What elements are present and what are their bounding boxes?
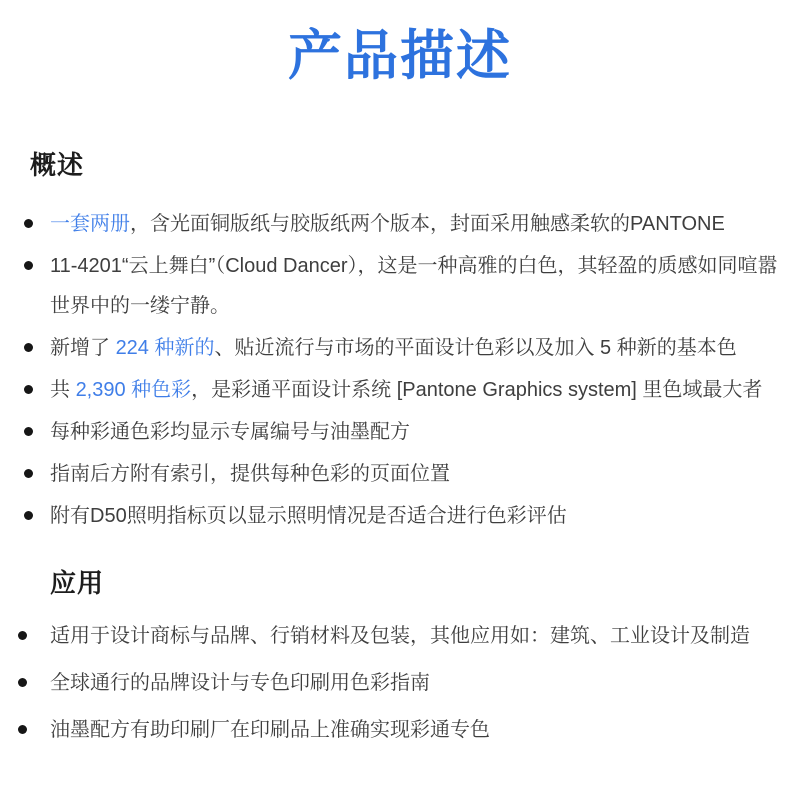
list-item-text <box>50 255 778 317</box>
list-item-text <box>50 421 410 443</box>
applications-bullet-list <box>0 616 800 750</box>
page-title: 产品描述 <box>288 26 512 86</box>
text-segment: 新增了 <box>50 337 116 359</box>
bullet-icon <box>18 678 27 687</box>
text-segment: 油墨配方有助印刷厂在印刷品上准确实现彩通专色 <box>50 719 490 741</box>
bullet-icon <box>18 631 27 640</box>
overview-bullet-list <box>0 204 800 536</box>
bullet-icon <box>24 343 33 352</box>
text-segment: ，是彩通平面设计系统 [Pantone Graphics system] 里色域最大者 <box>191 379 763 401</box>
list-item <box>0 454 800 494</box>
list-item <box>0 710 800 750</box>
text-segment: 指南后方附有索引，提供每种色彩的页面位置 <box>50 463 450 485</box>
list-item <box>0 246 800 326</box>
bullet-icon <box>18 725 27 734</box>
applications-heading: 应用 <box>50 568 105 598</box>
bullet-icon <box>24 469 33 478</box>
list-item-text <box>50 213 725 235</box>
bullet-icon <box>24 427 33 436</box>
overview-heading: 概述 <box>30 150 85 180</box>
list-item-text <box>50 337 737 359</box>
list-item <box>0 496 800 536</box>
text-segment: 附有D50照明指标页以显示照明情况是否适合进行色彩评估 <box>50 505 567 527</box>
text-segment: 全球通行的品牌设计与专色印刷用色彩指南 <box>50 672 430 694</box>
highlighted-text: 224 种新的 <box>115 337 215 359</box>
product-description-page <box>0 24 800 750</box>
highlighted-text: 2,390 种色彩 <box>75 379 192 401</box>
list-item-text <box>50 463 450 485</box>
list-item <box>0 328 800 368</box>
list-item <box>0 412 800 452</box>
text-segment: ，含光面铜版纸与胶版纸两个版本，封面采用触感柔软的PANTONE <box>130 213 725 235</box>
bullet-icon <box>24 385 33 394</box>
text-segment: 适用于设计商标与品牌、行销材料及包装，其他应用如：建筑、工业设计及制造 <box>50 625 750 647</box>
list-item <box>0 616 800 656</box>
bullet-icon <box>24 219 33 228</box>
text-segment: 11-4201“云上舞白”（Cloud Dancer），这是一种高雅的白色，其轻盈的质感如同喧嚣世界中的一缕宁静。 <box>50 255 778 317</box>
highlighted-text: 一套两册 <box>50 213 130 235</box>
list-item-text <box>50 719 490 741</box>
list-item <box>0 370 800 410</box>
section-overview <box>0 150 800 536</box>
bullet-icon <box>24 511 33 520</box>
list-item <box>0 204 800 244</box>
list-item-text <box>50 505 567 527</box>
text-segment: 、贴近流行与市场的平面设计色彩以及加入 5 种新的基本色 <box>214 337 737 359</box>
section-applications <box>0 568 800 750</box>
bullet-icon <box>24 261 33 270</box>
list-item-text <box>50 625 750 647</box>
list-item <box>0 663 800 703</box>
text-segment: 每种彩通色彩均显示专属编号与油墨配方 <box>50 421 410 443</box>
list-item-text <box>50 379 762 401</box>
text-segment: 共 <box>50 379 76 401</box>
list-item-text <box>50 672 430 694</box>
